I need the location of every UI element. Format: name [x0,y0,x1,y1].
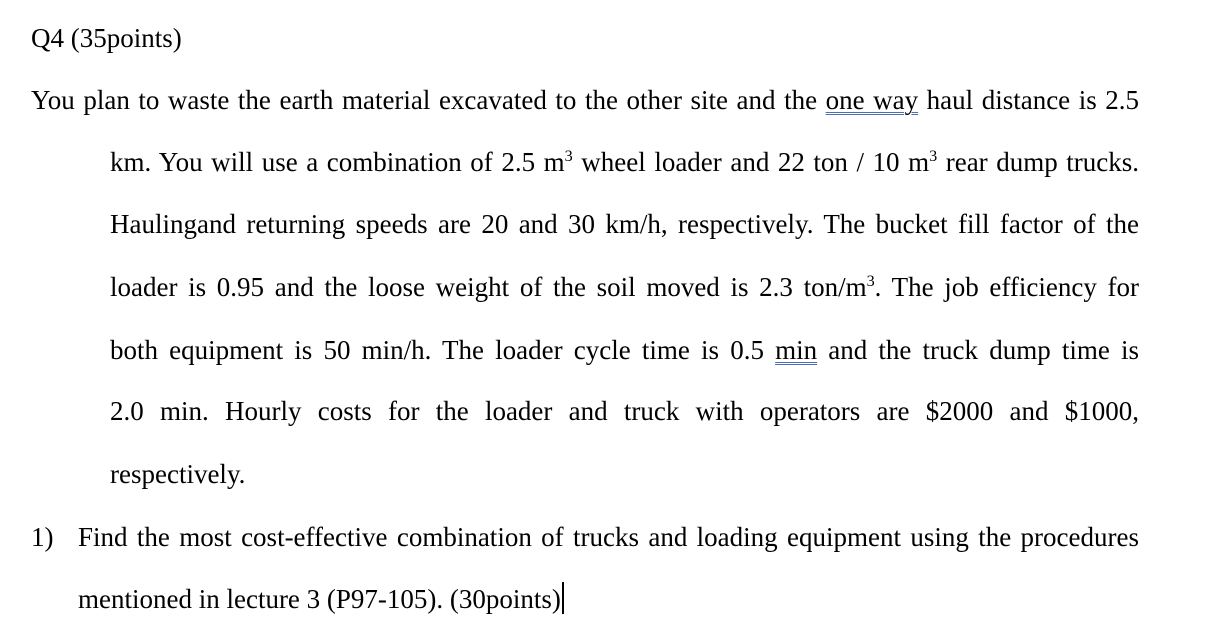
superscript: 3 [564,147,573,165]
superscript: 3 [929,147,938,165]
text-segment: both equipment is 50 min/h. The loader cycle time is 0.5 [110,335,776,365]
superscript: 3 [866,272,875,290]
paragraph-line-4 [110,269,1139,305]
grammar-underlined-text[interactable]: min [775,335,818,365]
paragraph-line-1 [31,82,1139,118]
grammar-underlined-text[interactable]: one way [825,85,919,115]
question-heading: Q4 (35points) [31,23,182,53]
paragraph-line-7: respectively. [110,459,246,489]
text-segment: rear dump trucks. [937,147,1140,177]
text-segment: mentioned in lecture 3 (P97-105). (30points) [78,584,561,614]
list-item-line-1: Find the most cost-effective combination of trucks and loading equipment using the procedures [78,522,1139,552]
list-item-line-2 [78,581,564,617]
text-segment: You plan to waste the earth material excavated to the other site and the [31,85,826,115]
text-cursor [562,582,564,614]
text-segment: loader is 0.95 and the loose weight of the soil moved is 2.3 ton/m [110,272,867,302]
paragraph-line-3: Haulingand returning speeds are 20 and 30 km/h, respectively. The bucket fill factor of the [110,209,1139,239]
paragraph-line-6: 2.0 min. Hourly costs for the loader and truck with operators are $2000 and $1000, [110,396,1139,426]
text-segment: . The job efficiency for [874,272,1139,302]
text-segment: wheel loader and 22 ton / 10 m [572,147,930,177]
list-number: 1) [31,522,54,552]
text-segment: km. You will use a combination of 2.5 m [110,147,565,177]
text-segment: and the truck dump time is [817,335,1140,365]
paragraph-line-5 [110,332,1139,368]
text-segment: haul distance is 2.5 [918,85,1140,115]
paragraph-line-2 [110,144,1139,180]
